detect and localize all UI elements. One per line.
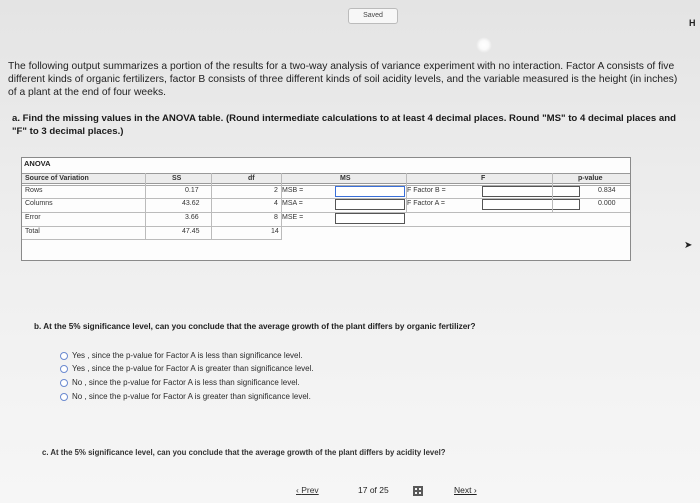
anova-header-row <box>22 173 630 184</box>
part-b-question: b. At the 5% significance level, can you conclude that the average growth of the plant differs by organic fertilizer? <box>34 322 476 331</box>
anova-caption: ANOVA <box>24 159 51 168</box>
anova-table <box>21 157 631 261</box>
f-factor-a-input[interactable] <box>482 199 580 210</box>
header-pvalue: p-value <box>578 175 603 182</box>
radio-circle-icon[interactable] <box>60 365 68 373</box>
part-c-question: c. At the 5% significance level, can you conclude that the average growth of the plant differs by acidity level? <box>42 448 446 457</box>
part-a-lead: a. Find the missing values in the ANOVA table. <box>12 113 224 124</box>
next-label: Next <box>454 485 472 495</box>
row-divider <box>22 226 630 227</box>
radio-option[interactable] <box>60 364 314 373</box>
radio-circle-icon[interactable] <box>60 352 68 360</box>
row-df: 14 <box>271 228 279 235</box>
row-df: 2 <box>274 187 278 194</box>
row-divider <box>22 239 282 240</box>
row-df: 4 <box>274 200 278 207</box>
next-button[interactable]: Next › <box>454 485 477 495</box>
intro-paragraph: The following output summarizes a portion of the results for a two-way analysis of variance experiment with no interaction. Factor A consists of five different kinds of organic fertilizers, factor B consists of three different kinds of soil acidity levels, and the variable measured is the height (in inches) of a plant at the end of four weeks. <box>8 61 678 98</box>
row-f-label: F Factor A = <box>407 200 445 207</box>
row-df: 8 <box>274 214 278 221</box>
corner-letter: H <box>689 18 696 28</box>
row-source: Rows <box>25 187 43 194</box>
row-divider <box>22 185 630 186</box>
header-df: df <box>248 175 255 182</box>
screen-glare <box>476 37 492 53</box>
row-pvalue: 0.000 <box>598 200 616 207</box>
part-a-question <box>12 113 682 138</box>
col-divider <box>281 173 282 240</box>
radio-option-label: Yes , since the p-value for Factor A is greater than significance level. <box>72 364 314 373</box>
radio-option-label: No , since the p-value for Factor A is less than significance level. <box>72 378 300 387</box>
radio-option-label: Yes , since the p-value for Factor A is less than significance level. <box>72 351 303 360</box>
header-source: Source of Variation <box>25 175 89 182</box>
col-divider <box>406 173 407 212</box>
row-ss: 43.62 <box>182 200 200 207</box>
prev-button[interactable]: ‹ Prev <box>296 485 319 495</box>
row-pvalue: 0.834 <box>598 187 616 194</box>
header-ss: SS <box>172 175 182 182</box>
radio-option[interactable] <box>60 378 300 387</box>
row-source: Total <box>25 228 40 235</box>
row-divider <box>22 212 630 213</box>
row-ss: 47.45 <box>182 228 200 235</box>
row-ss: 0.17 <box>185 187 199 194</box>
radio-circle-icon[interactable] <box>60 393 68 401</box>
header-ms: MS <box>340 175 351 182</box>
table-row <box>22 213 630 224</box>
row-ms-label: MSA = <box>282 200 303 207</box>
saved-status-badge: Saved <box>348 8 398 24</box>
row-f-label: F Factor B = <box>407 187 446 194</box>
mse-input[interactable] <box>335 213 405 224</box>
radio-option-label: No , since the p-value for Factor A is greater than significance level. <box>72 392 311 401</box>
row-source: Columns <box>25 200 53 207</box>
msa-input[interactable] <box>335 199 405 210</box>
radio-option[interactable] <box>60 351 303 360</box>
row-ms-label: MSE = <box>282 214 304 221</box>
part-a-instruction: (Round intermediate calculations to at least 4 decimal places. Round "MS" to 4 decimal places and "F" to 3 decimal places.) <box>12 113 676 137</box>
grid-menu-icon[interactable] <box>413 486 423 496</box>
row-ms-label: MSB = <box>282 187 304 194</box>
pagination-bar <box>290 485 500 499</box>
prev-label: Prev <box>301 485 319 495</box>
row-ss: 3.66 <box>185 214 199 221</box>
col-divider <box>211 173 212 240</box>
table-row <box>22 227 630 238</box>
row-divider <box>22 198 630 199</box>
col-divider <box>145 173 146 240</box>
row-source: Error <box>25 214 41 221</box>
header-f: F <box>481 175 486 182</box>
question-counter: 17 of 25 <box>358 485 389 495</box>
radio-option[interactable] <box>60 392 311 401</box>
msb-input[interactable] <box>335 186 405 197</box>
radio-circle-icon[interactable] <box>60 379 68 387</box>
col-divider <box>552 173 553 212</box>
cursor-arrow-icon: ➤ <box>684 240 693 251</box>
f-factor-b-input[interactable] <box>482 186 580 197</box>
